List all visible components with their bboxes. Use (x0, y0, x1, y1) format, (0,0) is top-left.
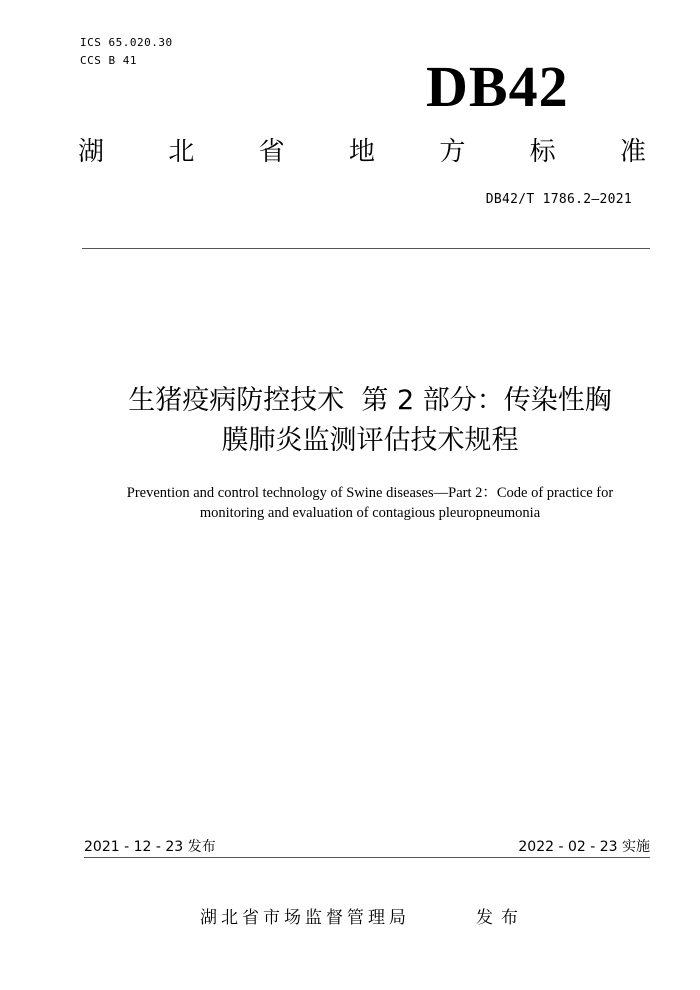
english-title-line-2: monitoring and evaluation of contagious pleuropneumonia (199, 505, 541, 521)
chinese-title-line-2: 膜肺炎监测评估技术规程 (221, 425, 519, 456)
standard-type-char: 准 (619, 137, 646, 167)
ccs-code: CCS B 41 (80, 54, 137, 67)
standard-type-char: 北 (168, 137, 195, 167)
english-title (80, 483, 660, 523)
standard-type-char: 标 (529, 137, 556, 167)
footer-divider (84, 857, 650, 858)
standard-type-char: 方 (439, 137, 466, 167)
chinese-title (60, 381, 680, 461)
chinese-title-line-1: 生猪疫病防控技术 第 2 部分：传染性胸 (128, 385, 612, 416)
header-divider (82, 248, 650, 249)
standard-type-char: 省 (258, 137, 285, 167)
issue-label: 发布 (476, 908, 526, 928)
standard-number: DB42/T 1786.2—2021 (485, 192, 632, 207)
standard-type (78, 135, 646, 169)
db-standard-code: DB42 (426, 54, 569, 119)
standard-type-char: 湖 (78, 137, 105, 167)
implementation-date: 2022 - 02 - 23 实施 (518, 839, 650, 855)
standard-type-char: 地 (348, 137, 375, 167)
english-title-line-1: Prevention and control technology of Swine diseases—Part 2：Code of practice for (126, 485, 614, 501)
issuing-authority: 湖北省市场监督管理局 (200, 908, 410, 928)
ics-code: ICS 65.020.30 (80, 36, 173, 49)
issue-date: 2021 - 12 - 23 发布 (84, 839, 216, 855)
